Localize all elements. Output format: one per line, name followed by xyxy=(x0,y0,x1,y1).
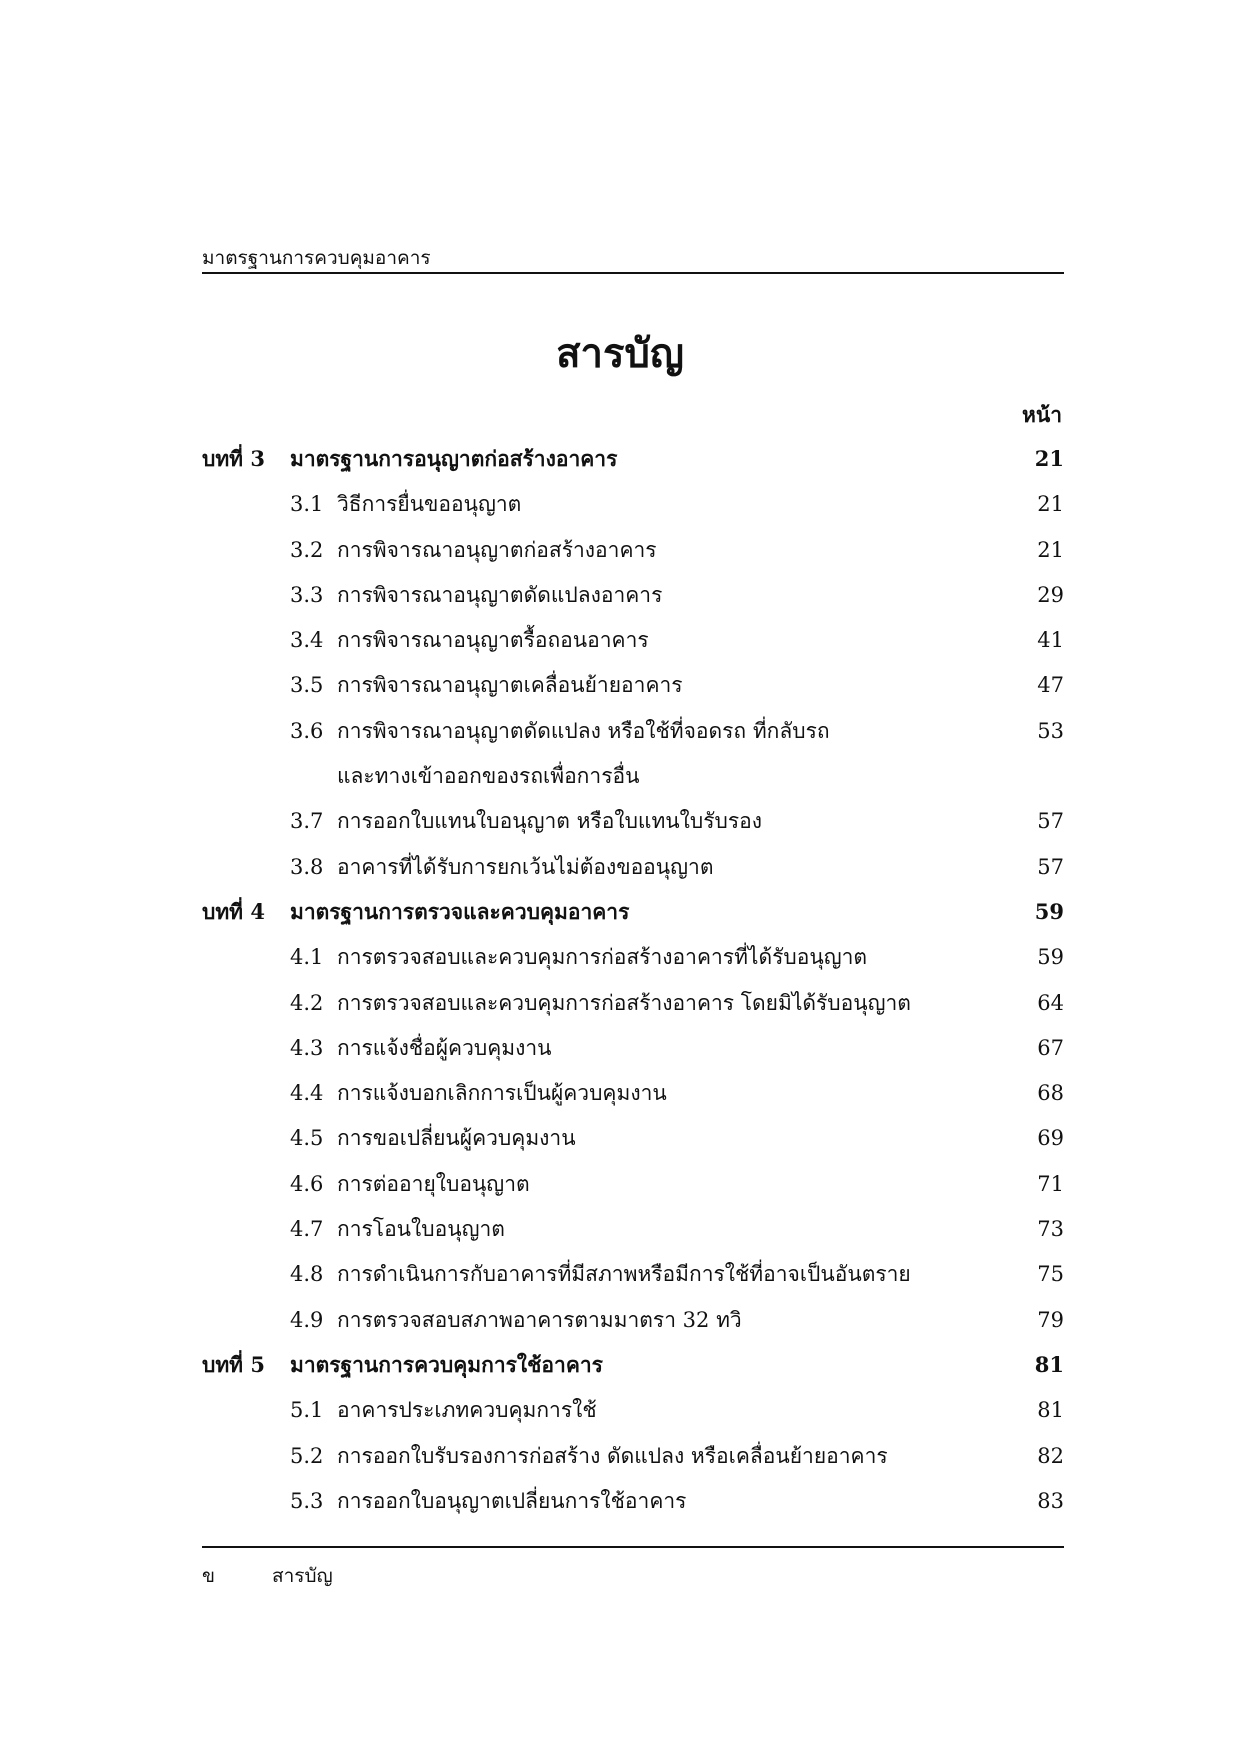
toc-chapter-5[interactable] xyxy=(202,1350,1064,1395)
chapter-page-number: 59 xyxy=(1034,898,1064,924)
footer-rule xyxy=(202,1546,1064,1548)
section-page-number: 68 xyxy=(1037,1081,1064,1106)
section-title: อาคารที่ได้รับการยกเว้นไม่ต้องขออนุญาต xyxy=(337,854,714,879)
toc-section-3-2[interactable] xyxy=(202,535,1064,580)
table-of-contents xyxy=(202,444,1064,1531)
section-number: 4.1 xyxy=(290,945,324,970)
section-title-continuation: และทางเข้าออกของรถเพื่อการอื่น xyxy=(337,764,640,789)
section-number: 4.4 xyxy=(290,1081,324,1106)
header-rule xyxy=(202,272,1064,274)
toc-section-4-8[interactable] xyxy=(202,1259,1064,1304)
chapter-title: มาตรฐานการอนุญาตก่อสร้างอาคาร xyxy=(290,446,618,471)
chapter-label: บทที่ 4 xyxy=(202,898,265,924)
section-number: 3.7 xyxy=(290,809,324,834)
toc-chapter-4[interactable] xyxy=(202,897,1064,942)
chapter-title: มาตรฐานการตรวจและควบคุมอาคาร xyxy=(290,898,630,924)
section-title: การต่ออายุใบอนุญาต xyxy=(337,1171,530,1196)
section-page-number: 21 xyxy=(1037,537,1064,562)
toc-section-4-4[interactable] xyxy=(202,1078,1064,1123)
section-number: 3.1 xyxy=(290,492,324,517)
section-title: การตรวจสอบสภาพอาคารตามมาตรา 32 ทวิ xyxy=(337,1307,742,1332)
chapter-label: บทที่ 3 xyxy=(202,446,265,471)
toc-section-4-9[interactable] xyxy=(202,1305,1064,1350)
section-page-number: 75 xyxy=(1037,1262,1064,1287)
toc-section-4-6[interactable] xyxy=(202,1169,1064,1214)
page-title: สารบัญ xyxy=(556,330,684,377)
section-number: 5.2 xyxy=(290,1443,324,1468)
section-title: อาคารประเภทควบคุมการใช้ xyxy=(337,1398,597,1423)
section-page-number: 81 xyxy=(1037,1398,1064,1423)
section-number: 3.5 xyxy=(290,673,324,698)
section-title: การแจ้งชื่อผู้ควบคุมงาน xyxy=(337,1035,552,1060)
section-title: การพิจารณาอนุญาตเคลื่อนย้ายอาคาร xyxy=(337,673,683,698)
toc-section-4-3[interactable] xyxy=(202,1033,1064,1078)
footer-title: สารบัญ xyxy=(272,1565,333,1587)
section-title: การออกใบอนุญาตเปลี่ยนการใช้อาคาร xyxy=(337,1488,687,1513)
section-page-number: 59 xyxy=(1037,945,1064,970)
section-title: การพิจารณาอนุญาตดัดแปลง หรือใช้ที่จอดรถ ที่กลับรถ xyxy=(337,718,830,743)
section-title: การดำเนินการกับอาคารที่มีสภาพหรือมีการใช้ที่อาจเป็นอันตราย xyxy=(337,1262,911,1287)
section-number: 5.3 xyxy=(290,1488,324,1513)
toc-section-5-1[interactable] xyxy=(202,1395,1064,1440)
section-title: วิธีการยื่นขออนุญาต xyxy=(337,492,522,517)
section-number: 4.6 xyxy=(290,1171,324,1196)
toc-section-3-1[interactable] xyxy=(202,489,1064,534)
section-page-number: 21 xyxy=(1037,492,1064,517)
toc-section-4-5[interactable] xyxy=(202,1123,1064,1168)
chapter-page-number: 21 xyxy=(1034,446,1064,471)
toc-section-3-5[interactable] xyxy=(202,670,1064,715)
toc-chapter-3[interactable] xyxy=(202,444,1064,489)
section-page-number: 64 xyxy=(1037,990,1064,1015)
section-number: 3.8 xyxy=(290,854,324,879)
footer-page-number: ข xyxy=(202,1565,215,1587)
section-title: การพิจารณาอนุญาตดัดแปลงอาคาร xyxy=(337,582,663,607)
section-page-number: 29 xyxy=(1037,582,1064,607)
section-page-number: 67 xyxy=(1037,1035,1064,1060)
section-title: การพิจารณาอนุญาตก่อสร้างอาคาร xyxy=(337,537,657,562)
section-number: 4.5 xyxy=(290,1126,324,1151)
section-page-number: 69 xyxy=(1037,1126,1064,1151)
section-page-number: 79 xyxy=(1037,1307,1064,1332)
section-page-number: 41 xyxy=(1037,628,1064,653)
section-page-number: 53 xyxy=(1037,718,1064,743)
section-title: การพิจารณาอนุญาตรื้อถอนอาคาร xyxy=(337,628,649,653)
section-number: 4.2 xyxy=(290,990,324,1015)
toc-section-3-4[interactable] xyxy=(202,625,1064,670)
section-title: การแจ้งบอกเลิกการเป็นผู้ควบคุมงาน xyxy=(337,1081,667,1106)
section-page-number: 71 xyxy=(1037,1171,1064,1196)
section-number: 5.1 xyxy=(290,1398,324,1423)
page-column-label: หน้า xyxy=(1022,402,1062,427)
running-header: มาตรฐานการควบคุมอาคาร xyxy=(202,247,431,269)
section-number: 4.8 xyxy=(290,1262,324,1287)
section-number: 3.6 xyxy=(290,718,324,743)
section-number: 3.2 xyxy=(290,537,324,562)
section-page-number: 83 xyxy=(1037,1488,1064,1513)
section-title: การตรวจสอบและควบคุมการก่อสร้างอาคาร โดยมิได้รับอนุญาต xyxy=(337,990,911,1015)
section-title: การขอเปลี่ยนผู้ควบคุมงาน xyxy=(337,1126,576,1151)
section-number: 3.4 xyxy=(290,628,324,653)
section-number: 4.7 xyxy=(290,1217,324,1242)
section-page-number: 57 xyxy=(1037,854,1064,879)
section-page-number: 73 xyxy=(1037,1217,1064,1242)
toc-section-5-3[interactable] xyxy=(202,1486,1064,1531)
toc-section-3-8[interactable] xyxy=(202,852,1064,897)
toc-section-4-2[interactable] xyxy=(202,988,1064,1033)
section-title: การตรวจสอบและควบคุมการก่อสร้างอาคารที่ได้รับอนุญาต xyxy=(337,945,868,970)
toc-section-3-7[interactable] xyxy=(202,806,1064,851)
section-title: การออกใบแทนใบอนุญาต หรือใบแทนใบรับรอง xyxy=(337,809,762,834)
chapter-page-number: 81 xyxy=(1034,1351,1064,1377)
section-number: 4.9 xyxy=(290,1307,324,1332)
toc-section-5-2[interactable] xyxy=(202,1441,1064,1486)
toc-section-4-7[interactable] xyxy=(202,1214,1064,1259)
chapter-label: บทที่ 5 xyxy=(202,1351,265,1377)
section-title: การออกใบรับรองการก่อสร้าง ดัดแปลง หรือเคลื่อนย้ายอาคาร xyxy=(337,1443,888,1468)
toc-section-3-6[interactable] xyxy=(202,716,1064,761)
section-page-number: 57 xyxy=(1037,809,1064,834)
toc-section-4-1[interactable] xyxy=(202,942,1064,987)
toc-section-3-3[interactable] xyxy=(202,580,1064,625)
section-page-number: 82 xyxy=(1037,1443,1064,1468)
section-page-number: 47 xyxy=(1037,673,1064,698)
chapter-title: มาตรฐานการควบคุมการใช้อาคาร xyxy=(290,1351,603,1377)
toc-section-3-6-continuation[interactable] xyxy=(202,761,1064,806)
section-number: 4.3 xyxy=(290,1035,324,1060)
section-title: การโอนใบอนุญาต xyxy=(337,1217,505,1242)
section-number: 3.3 xyxy=(290,582,324,607)
